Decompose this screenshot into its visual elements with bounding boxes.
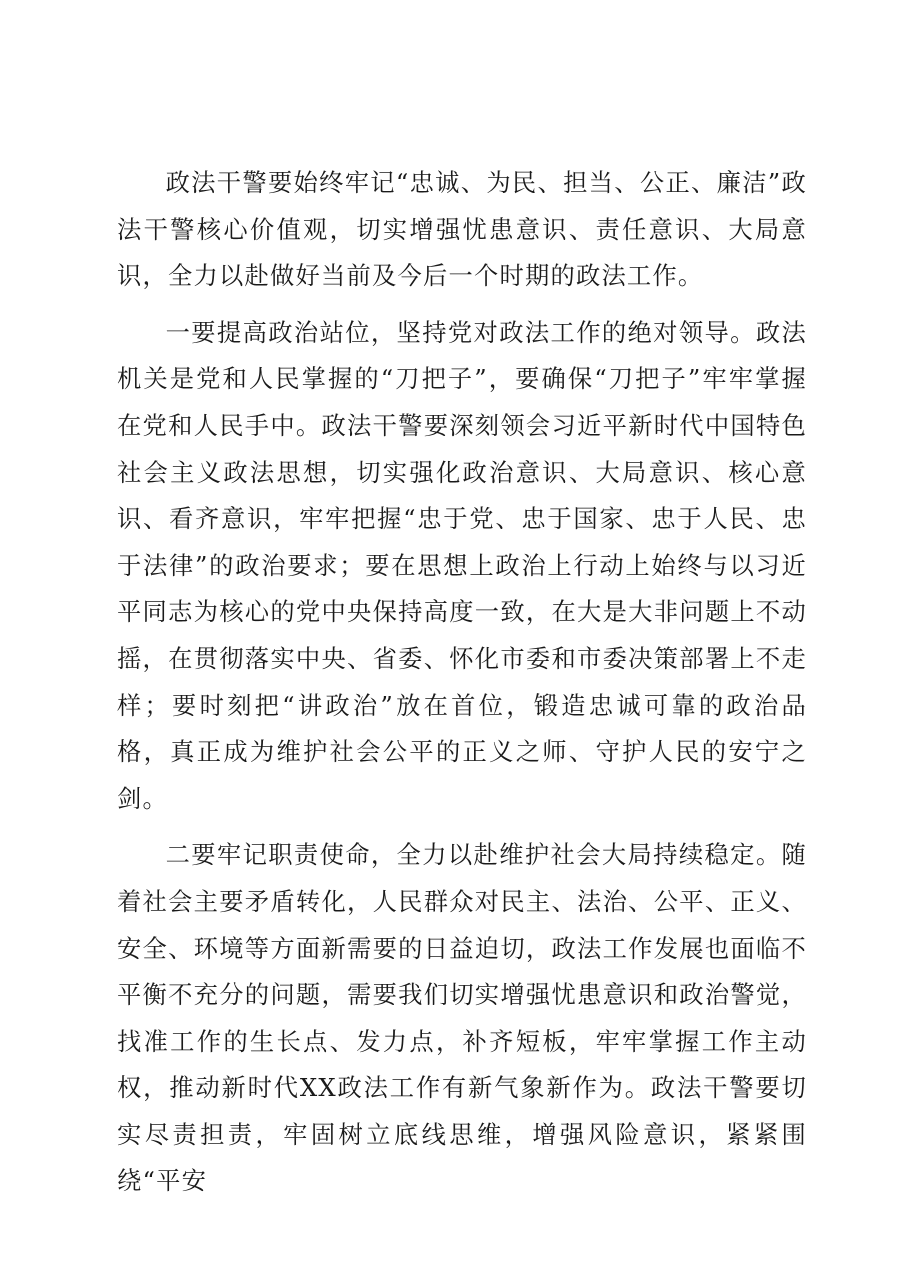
paragraph-1: 政法干警要始终牢记“忠诚、为民、担当、公正、廉洁”政法干警核心价值观，切实增强忧患意识、责任意识、大局意识，全力以赴做好当前及今后一个时期的政法工作。: [117, 168, 807, 291]
paragraph-3: 二要牢记职责使命，全力以赴维护社会大局持续稳定。随着社会主要矛盾转化，人民群众对民主、法治、公平、正义、安全、环境等方面新需要的日益迫切，政法工作发展也面临不平衡不充分的问题，需要我们切实增强忧患意识和政治警觉，找准工作的生长点、发力点，补齐短板，牢牢掌握工作主动权，推动新时代XX政法工作有新气象新作为。政法干警要切实尽责担责，牢固树立底线思维，增强风险意识，紧紧围绕“平安: [117, 840, 807, 1196]
document-body: [117, 160, 807, 1215]
paragraph-2: 一要提高政治站位，坚持党对政法工作的绝对领导。政法机关是党和人民掌握的“刀把子”，要确保“刀把子”牢牢掌握在党和人民手中。政法干警要深刻领会习近平新时代中国特色社会主义政法思想，切实强化政治意识、大局意识、核心意识、看齐意识，牢牢把握“忠于党、忠于国家、忠于人民、忠于法律”的政治要求；要在思想上政治上行动上始终与以习近平同志为核心的党中央保持高度一致，在大是大非问题上不动摇，在贯彻落实中央、省委、怀化市委和市委决策部署上不走样；要时刻把“讲政治”放在首位，锻造忠诚可靠的政治品格，真正成为维护社会公平的正义之师、守护人民的安宁之剑。: [117, 317, 807, 813]
